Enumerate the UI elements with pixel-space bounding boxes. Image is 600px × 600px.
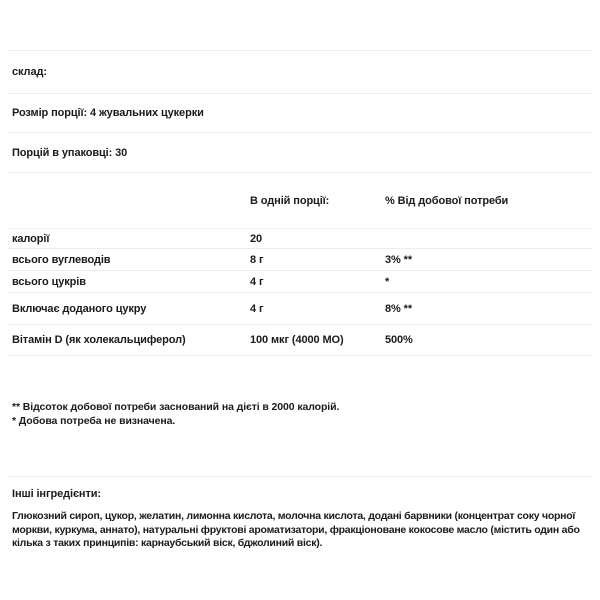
composition-label: склад: <box>12 66 47 78</box>
nutrient-daily-value: 3% ** <box>385 253 413 266</box>
serving-size-label: Розмір порції: 4 жувальних цукерки <box>12 107 204 119</box>
nutrition-label-panel <box>8 50 592 551</box>
nutrient-amount: 8 г <box>250 253 264 266</box>
table-row <box>8 249 592 271</box>
column-header-amount: В одній порції: <box>250 194 330 207</box>
table-row <box>8 271 592 293</box>
nutrient-amount: 4 г <box>250 275 264 288</box>
footnotes <box>8 401 592 428</box>
table-row <box>8 325 592 356</box>
nutrient-daily-value: 500% <box>385 334 413 346</box>
table-header-row <box>8 173 592 229</box>
composition-row <box>8 51 592 94</box>
serving-size-row <box>8 94 592 133</box>
servings-per-container-row <box>8 133 592 173</box>
table-row <box>8 229 592 249</box>
nutrient-amount: 100 мкг (4000 МО) <box>250 334 344 346</box>
divider <box>8 476 592 477</box>
nutrient-amount: 20 <box>250 232 263 245</box>
nutrient-name: всього цукрів <box>12 275 86 288</box>
nutrient-daily-value: * <box>385 275 390 288</box>
other-ingredients-text: Глюкозний сироп, цукор, желатин, лимонна кислота, молочна кислота, додані барвники (концентрат соку чорної моркви, куркума, аннато), натуральні фруктові ароматизатори, фракціоноване кокосове масло (містить один або кілька з таких принципів: карнаубський віск, бджолиний віск). <box>12 510 580 549</box>
footnote-dv-not-established: * Добова потреба не визначена. <box>12 414 176 427</box>
nutrient-amount: 4 г <box>250 302 264 315</box>
footnote-daily-value: ** Відсоток добової потреби заснований на дієті в 2000 калорій. <box>12 401 340 413</box>
nutrient-name: Включає доданого цукру <box>12 302 147 315</box>
servings-per-container-label: Порцій в упаковці: 30 <box>12 146 128 159</box>
column-header-daily-value: % Від добової потреби <box>385 194 509 207</box>
nutrient-name: всього вуглеводів <box>12 253 111 266</box>
table-row <box>8 293 592 325</box>
nutrient-name: Вітамін D (як холекальциферол) <box>12 334 186 346</box>
nutrient-daily-value: 8% ** <box>385 302 413 315</box>
other-ingredients-heading: Інші інгредієнти: <box>12 488 101 500</box>
nutrient-name: калорії <box>12 232 50 245</box>
